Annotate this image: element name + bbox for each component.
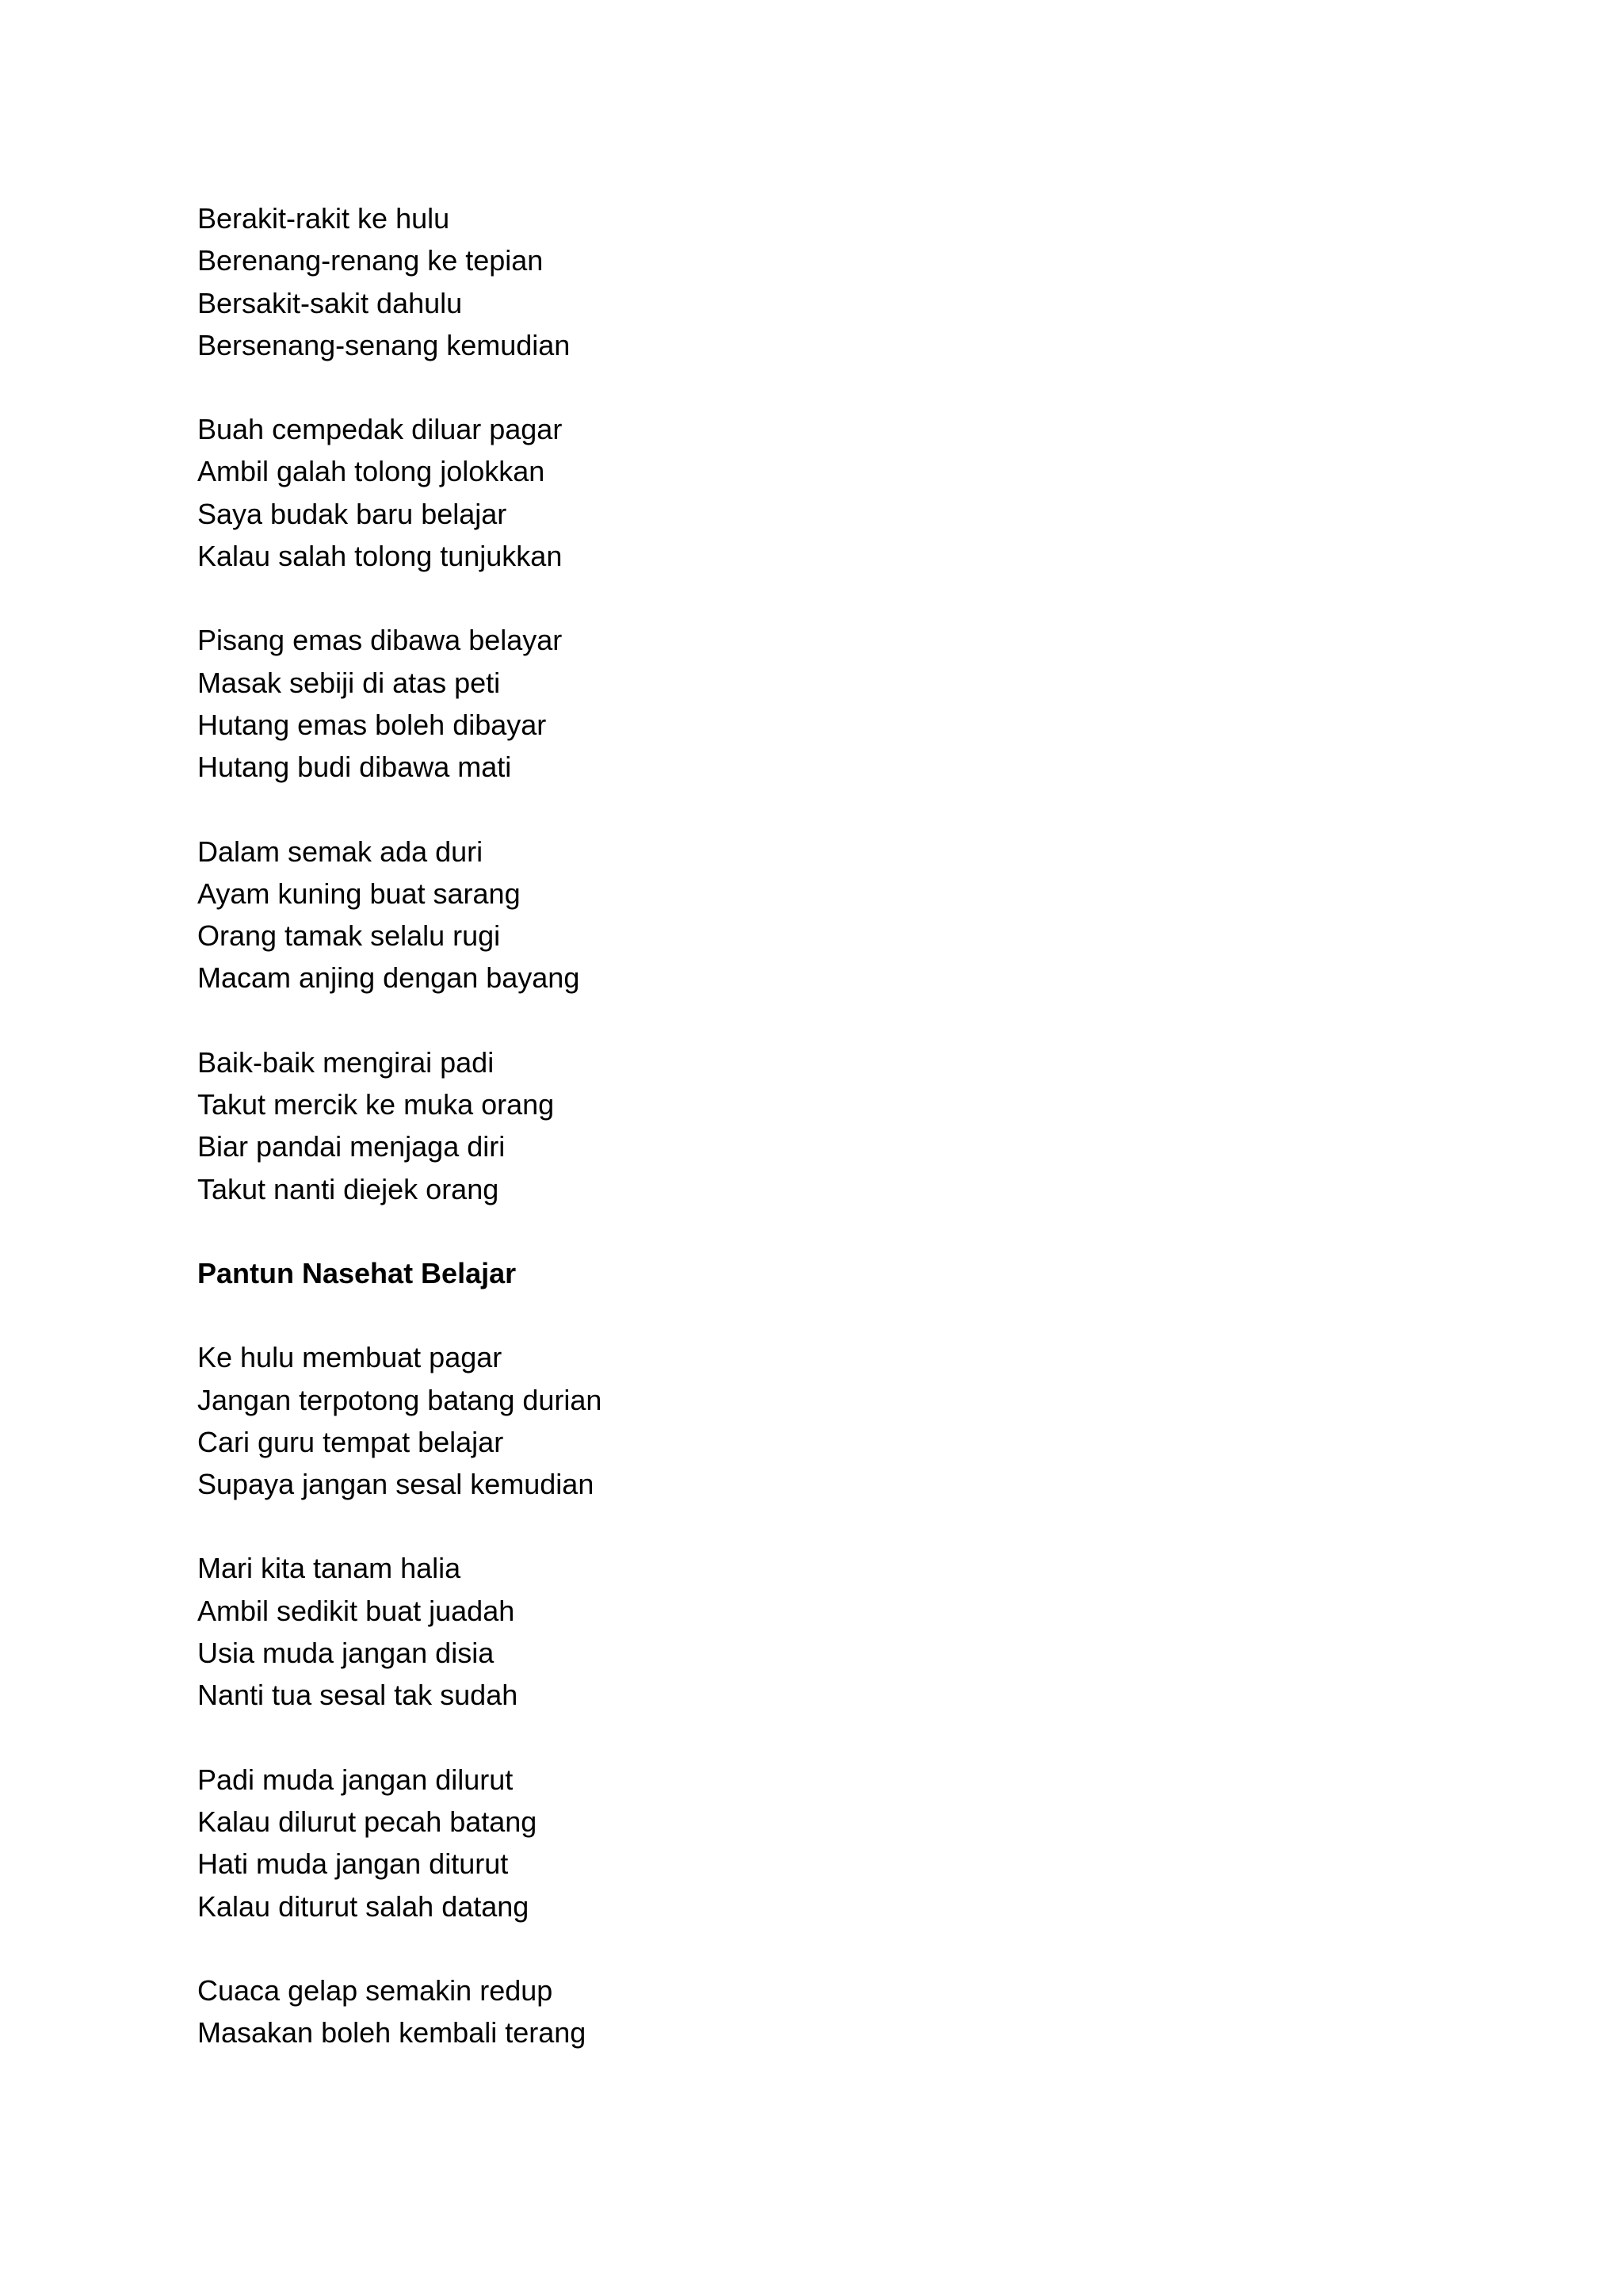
pantun-line: Jangan terpotong batang durian <box>197 1383 602 1416</box>
pantun-stanza <box>197 831 1426 999</box>
pantun-line: Pisang emas dibawa belayar <box>197 624 563 657</box>
pantun-line: Takut nanti diejek orang <box>197 1172 499 1205</box>
pantun-line: Kalau diturut salah datang <box>197 1889 529 1923</box>
pantun-line: Saya budak baru belajar <box>197 497 507 530</box>
pantun-line: Padi muda jangan dilurut <box>197 1763 514 1796</box>
pantun-line: Takut mercik ke muka orang <box>197 1088 555 1121</box>
pantun-line: Supaya jangan sesal kemudian <box>197 1468 594 1501</box>
pantun-line: Masakan boleh kembali terang <box>197 2016 586 2050</box>
pantun-line: Bersakit-sakit dahulu <box>197 286 463 319</box>
pantun-line: Macam anjing dengan bayang <box>197 961 580 995</box>
pantun-line: Masak sebiji di atas peti <box>197 666 501 699</box>
pantun-line: Cari guru tempat belajar <box>197 1425 504 1458</box>
pantun-line: Hutang budi dibawa mati <box>197 751 512 784</box>
pantun-line: Ayam kuning buat sarang <box>197 877 521 910</box>
pantun-line: Bersenang-senang kemudian <box>197 328 571 361</box>
pantun-line: Orang tamak selalu rugi <box>197 919 501 953</box>
pantun-line: Mari kita tanam halia <box>197 1552 461 1585</box>
pantun-line: Buah cempedak diluar pagar <box>197 413 563 446</box>
pantun-line: Berenang-renang ke tepian <box>197 244 544 277</box>
pantun-line: Hati muda jangan diturut <box>197 1847 509 1881</box>
section-heading: Pantun Nasehat Belajar <box>197 1256 517 1289</box>
pantun-line: Ke hulu membuat pagar <box>197 1341 502 1374</box>
pantun-stanza <box>197 408 1426 577</box>
pantun-line: Nanti tua sesal tak sudah <box>197 1679 518 1712</box>
pantun-line: Baik-baik mengirai padi <box>197 1045 495 1079</box>
pantun-line: Cuaca gelap semakin redup <box>197 1973 553 2007</box>
pantun-stanza <box>197 619 1426 788</box>
pantun-line: Ambil galah tolong jolokkan <box>197 455 545 488</box>
pantun-stanza <box>197 1336 1426 1505</box>
pantun-line: Berakit-rakit ke hulu <box>197 202 450 235</box>
page-content <box>197 197 1426 2095</box>
pantun-line: Kalau salah tolong tunjukkan <box>197 540 563 573</box>
pantun-stanza <box>197 197 1426 366</box>
pantun-line: Kalau dilurut pecah batang <box>197 1805 537 1838</box>
pantun-line: Dalam semak ada duri <box>197 835 483 868</box>
pantun-stanza <box>197 1041 1426 1210</box>
pantun-line: Ambil sedikit buat juadah <box>197 1594 515 1627</box>
pantun-line: Usia muda jangan disia <box>197 1637 495 1670</box>
pantun-stanza <box>197 1969 1426 2054</box>
pantun-line: Biar pandai menjaga diri <box>197 1130 506 1163</box>
pantun-stanza <box>197 1759 1426 1927</box>
pantun-line: Hutang emas boleh dibayar <box>197 708 547 741</box>
pantun-stanza <box>197 1547 1426 1716</box>
